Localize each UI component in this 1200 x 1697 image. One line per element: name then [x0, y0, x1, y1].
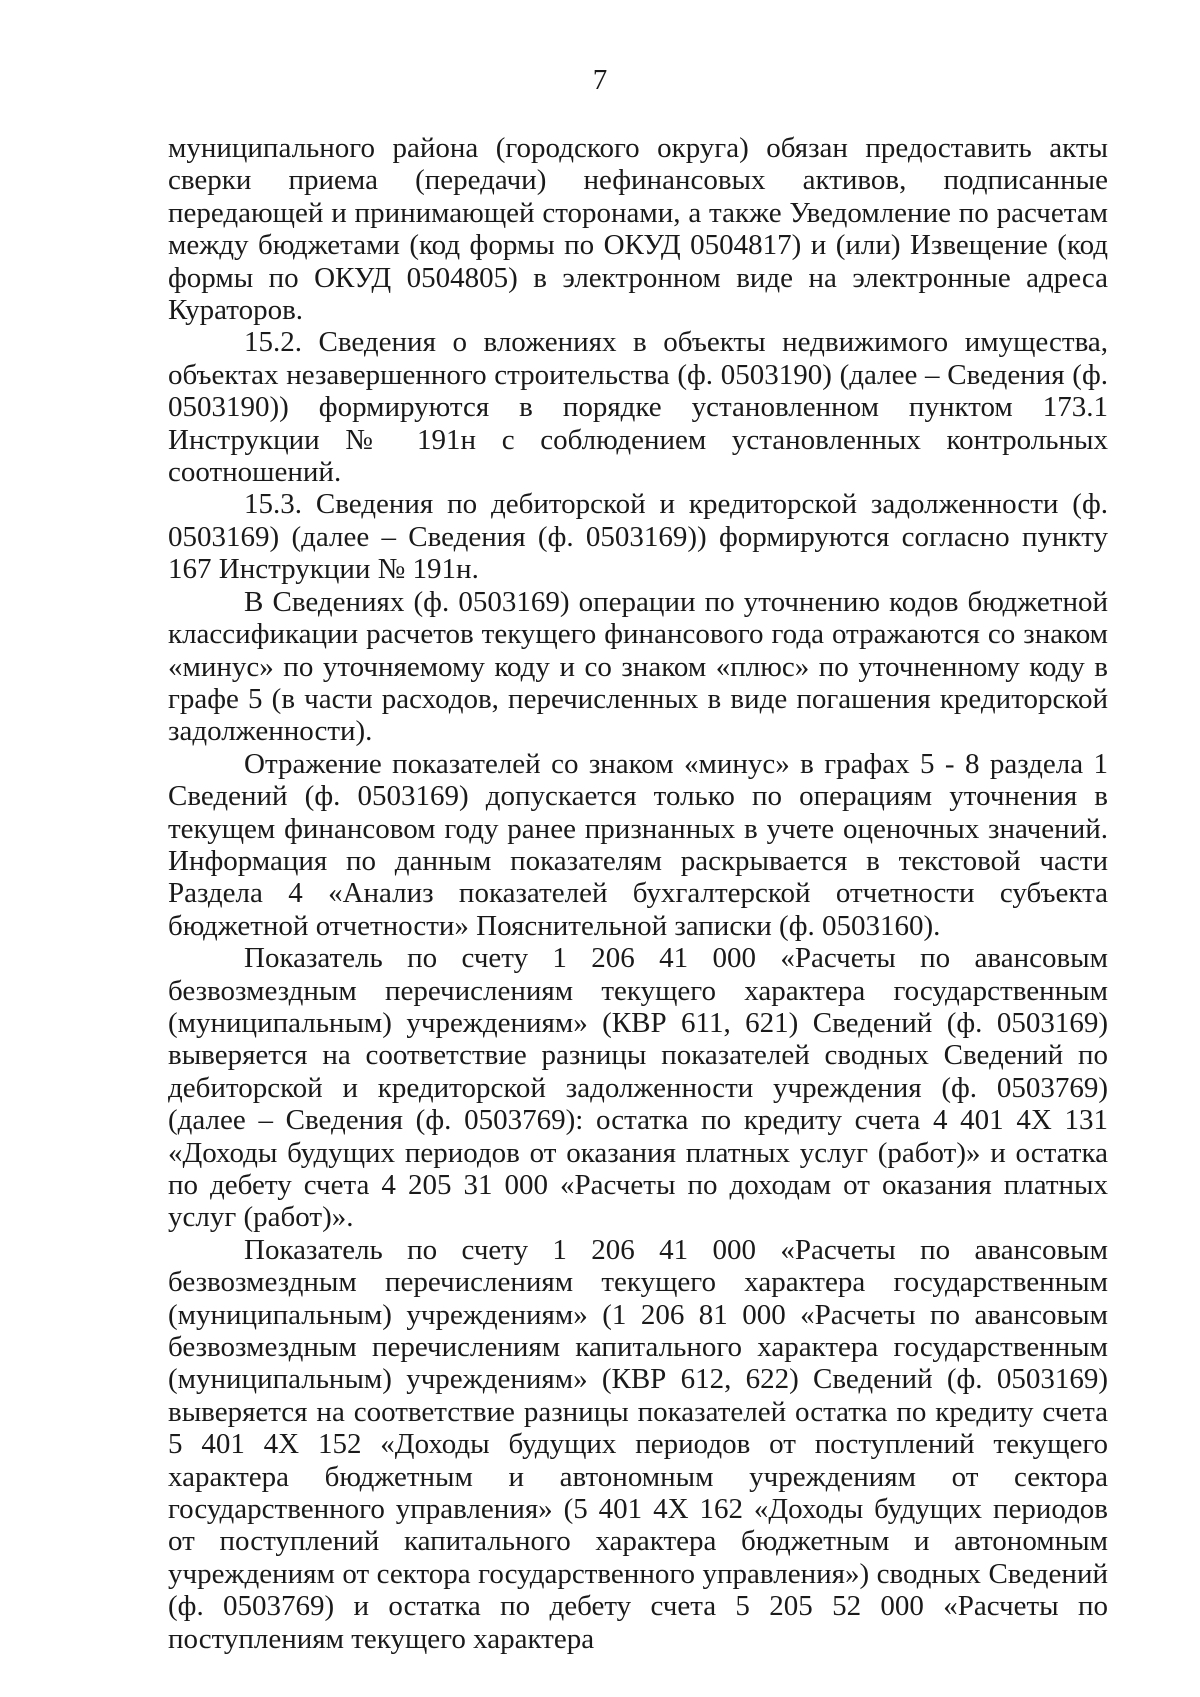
- paragraph-15-2: 15.2. Сведения о вложениях в объекты недвижимого имущества, объектах незавершенного строительства (ф. 0503190) (далее – Сведения (ф. 0503190)) формируются в порядке установленном пунктом 173.1 Инструкции № 191н с соблюдением установленных контрольных соотношений.: [168, 326, 1108, 489]
- paragraph-minus-reflection: Отражение показателей со знаком «минус» в графах 5 - 8 раздела 1 Сведений (ф. 0503169) допускается только по операциям уточнения в текущем финансовом году ранее признанных в учете оценочных значений. Информация по данным показателям раскрывается в текстовой части Раздела 4 «Анализ показателей бухгалтерской отчетности субъекта бюджетной отчетности» Пояснительной записки (ф. 0503160).: [168, 747, 1108, 942]
- paragraph-15-3: 15.3. Сведения по дебиторской и кредиторской задолженности (ф. 0503169) (далее – Сведения (ф. 0503169)) формируются согласно пункту 167 Инструкции № 191н.: [168, 488, 1108, 586]
- paragraph-account-1-206-41-kvr-612: Показатель по счету 1 206 41 000 «Расчеты по авансовым безвозмездным перечислениям текущего характера государственным (муниципальным) учреждениям» (1 206 81 000 «Расчеты по авансовым безвозмездным перечислениям капитального характера государственным (муниципальным) учреждениям» (КВР 612, 622) Сведений (ф. 0503169) выверяется на соответствие разницы показателей остатка по кредиту счета 5 401 4Х 152 «Доходы будущих периодов от поступлений текущего характера бюджетным и автономным учреждениям от сектора государственного управления» (5 401 4Х 162 «Доходы будущих периодов от поступлений капитального характера бюджетным и автономным учреждениям от сектора государственного управления») сводных Сведений (ф. 0503769) и остатка по дебету счета 5 205 52 000 «Расчеты по поступлениям текущего характера: [168, 1233, 1108, 1655]
- paragraph-minus-plus-signs: В Сведениях (ф. 0503169) операции по уточнению кодов бюджетной классификации расчетов текущего финансового года отражаются со знаком «минус» по уточняемому коду и со знаком «плюс» по уточненному коду в графе 5 (в части расходов, перечисленных в виде погашения кредиторской задолженности).: [168, 585, 1108, 748]
- paragraph-account-1-206-41-kvr-611: Показатель по счету 1 206 41 000 «Расчеты по авансовым безвозмездным перечислениям текущего характера государственным (муниципальным) учреждениям» (КВР 611, 621) Сведений (ф. 0503169) выверяется на соответствие разницы показателей сводных Сведений по дебиторской и кредиторской задолженности учреждения (ф. 0503769) (далее – Сведения (ф. 0503769): остатка по кредиту счета 4 401 4Х 131 «Доходы будущих периодов от оказания платных услуг (работ)» и остатка по дебету счета 4 205 31 000 «Расчеты по доходам от оказания платных услуг (работ)».: [168, 942, 1108, 1234]
- document-body: [168, 132, 1108, 1655]
- paragraph-continuation: муниципального района (городского округа) обязан предоставить акты сверки приема (передачи) нефинансовых активов, подписанные передающей и принимающей сторонами, а также Уведомление по расчетам между бюджетами (код формы по ОКУД 0504817) и (или) Извещение (код формы по ОКУД 0504805) в электронном виде на электронные адреса Кураторов.: [168, 132, 1108, 327]
- page-number: 7: [592, 64, 608, 96]
